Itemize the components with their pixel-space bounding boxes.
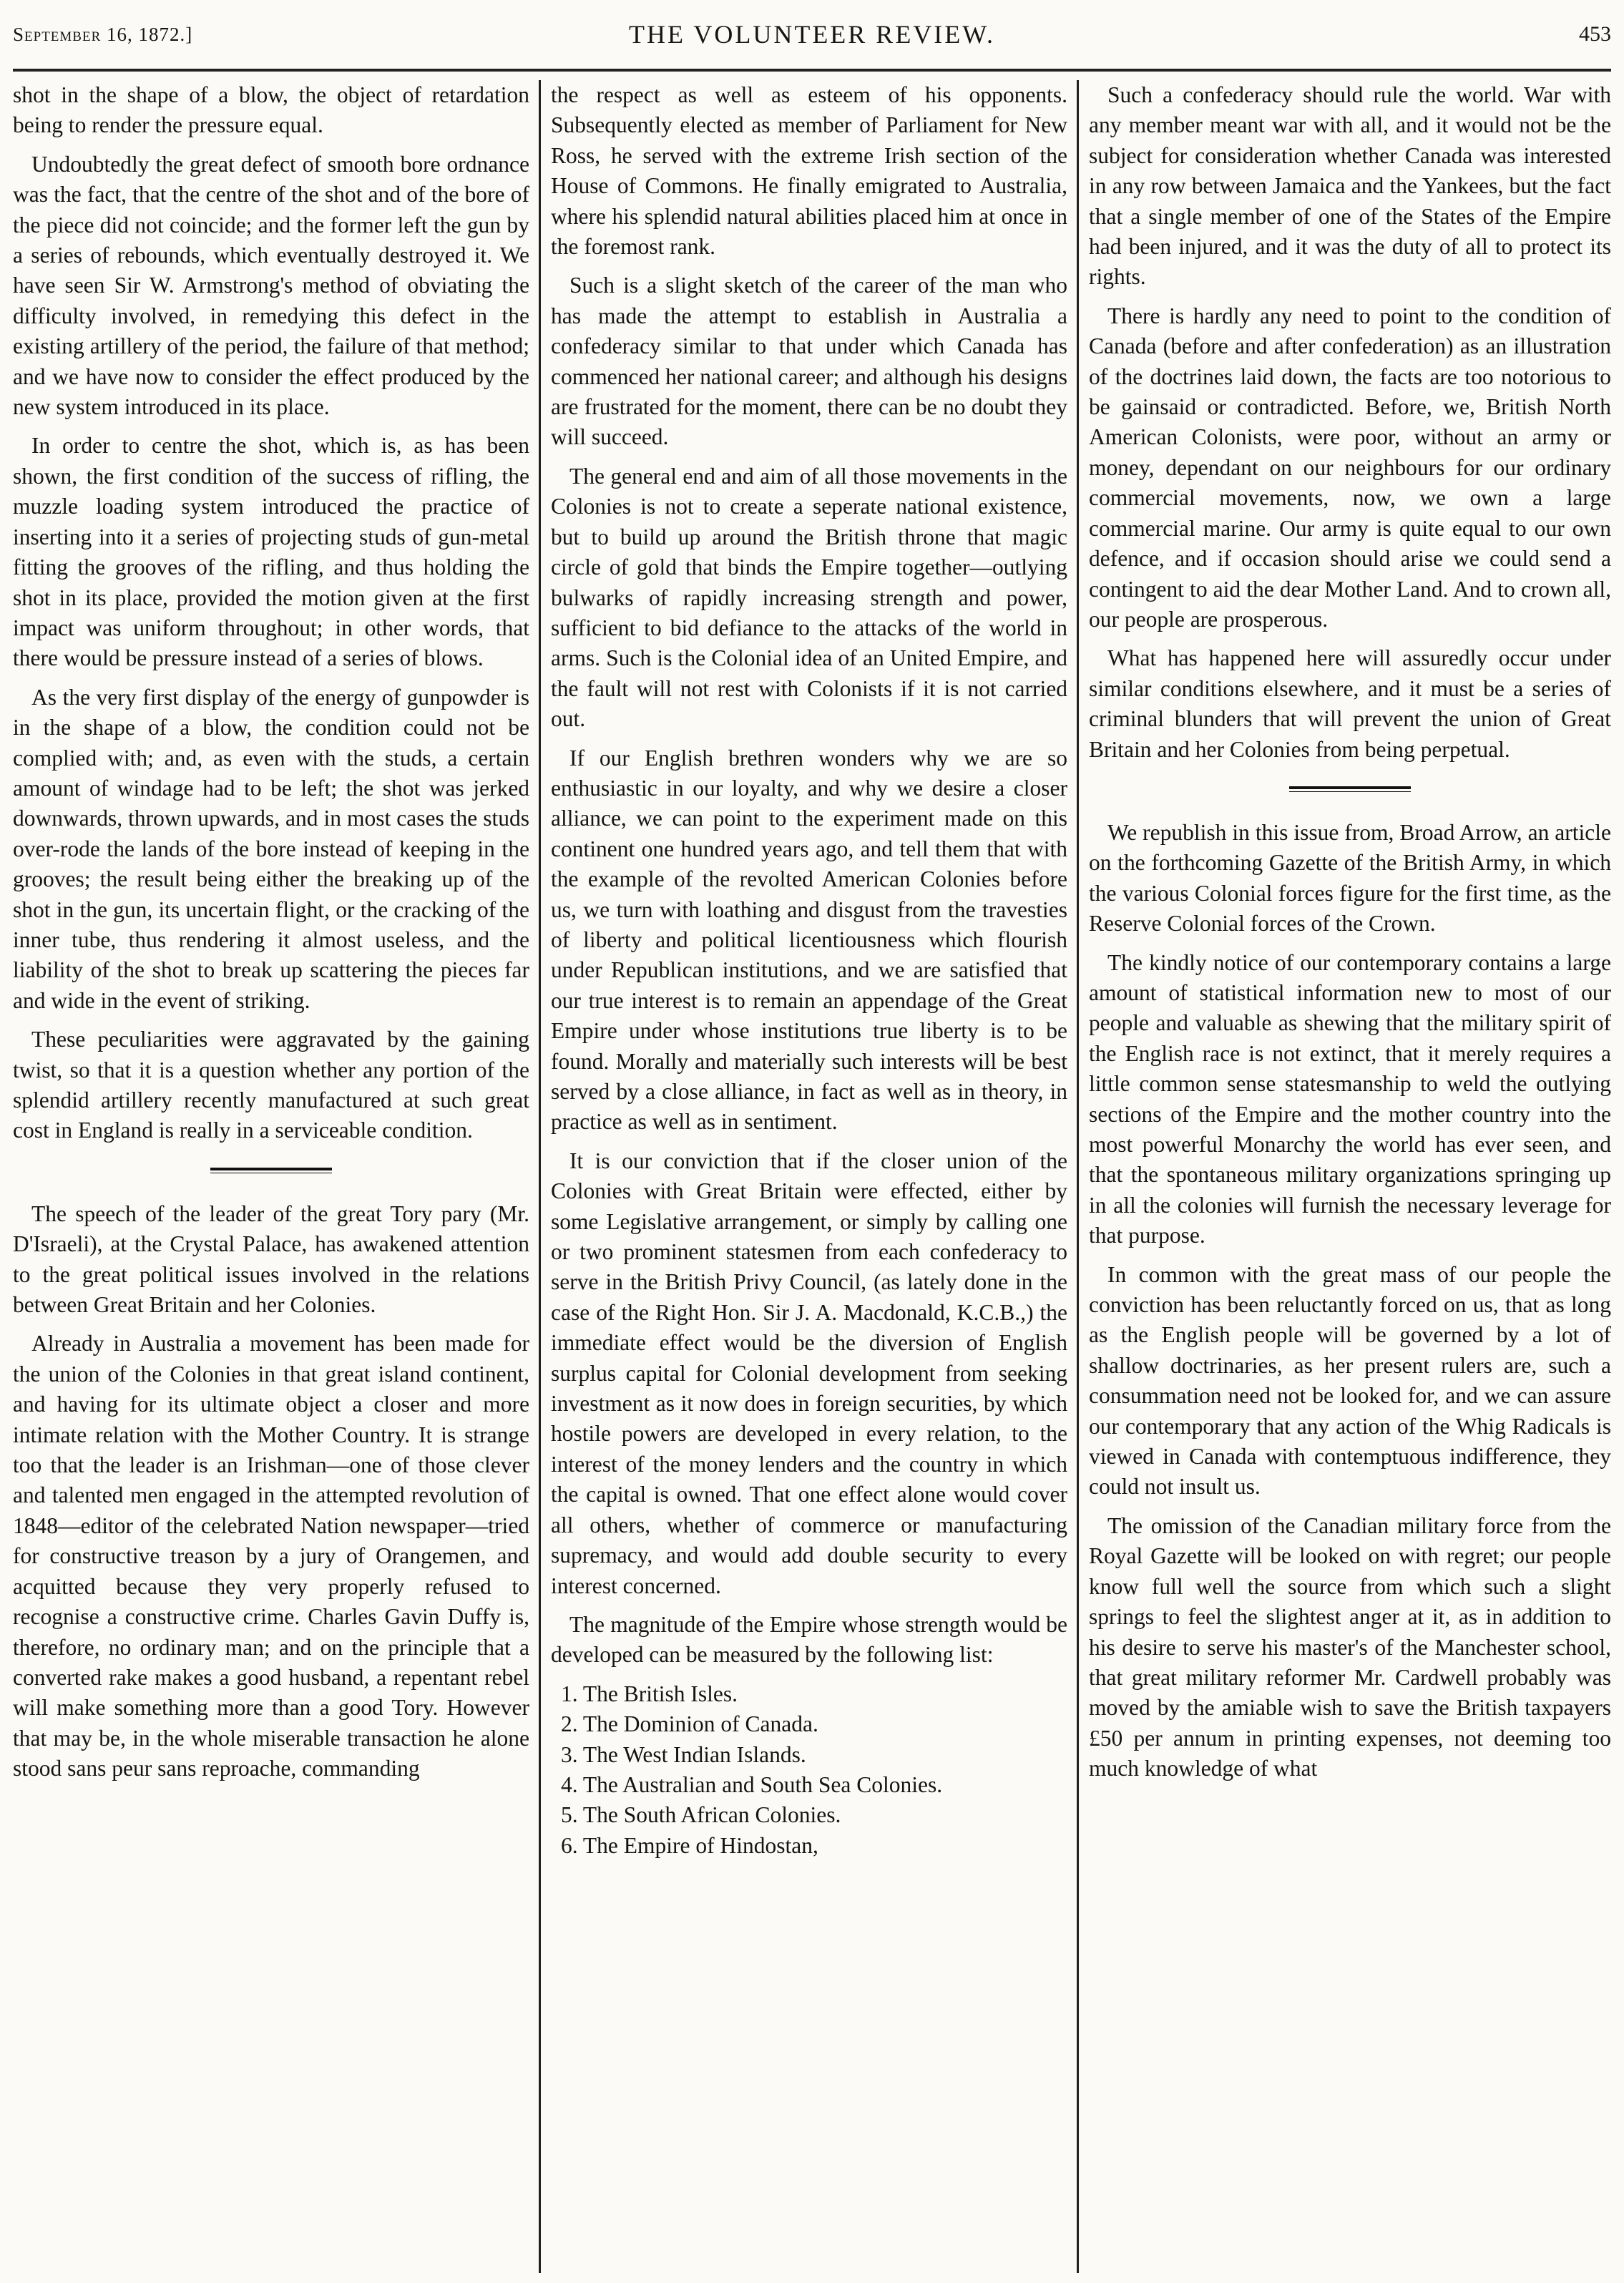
article-paragraph: If our English brethren wonders why we are so enthusiastic in our loyalty, and why we desire a closer alliance, we can point to the experiment made on this continent one hundred years ago, and tell them that with the example of the revolted American Colonies before us, we turn with loathing and disgust from the travesties of liberty and political licentiousness which flourish under Republican institutions, and we are satisfied that our true interest is to remain an appendage of the Great Empire under whose institutions true liberty is to be found. Morally and materially such interests will be best served by a close alliance, in fact as well as in theory, in practice as well as in sentiment. xyxy=(551,745,1067,1135)
article-paragraph: shot in the shape of a blow, the object of retardation being to render the pressure equal. xyxy=(13,82,529,138)
article-paragraph: We republish in this issue from, Broad Arrow, an article on the forthcoming Gazette of the British Army, in which the various Colonial forces figure for the first time, as the Reserve Colonial forces of the Crown. xyxy=(1089,819,1611,937)
article-paragraph: It is our conviction that if the closer union of the Colonies with Great Britain were effected, either by some Legislative arrangement, or simply by calling one or two prominent statesmen from each confederacy to serve in the British Privy Council, (as lately done in the case of the Right Hon. Sir J. A. Macdonald, K.C.B.,) the immediate effect would be the diversion of English surplus capital for Colonial development from seeking investment as it now does in foreign securities, by which hostile powers are developed in every relation, to the interest of the money lenders and the country in which the capital is owned. That one effect alone would cover all others, whether of commerce or manufacturing supremacy, and would add double security to every interest concerned. xyxy=(551,1148,1067,1598)
newspaper-title: THE VOLUNTEER REVIEW. xyxy=(629,20,995,49)
column-divider xyxy=(539,80,541,2273)
article-paragraph: The kindly notice of our contemporary contains a large amount of statistical information new to most of our people and valuable as shewing that the military spirit of the English race is not extinct, that it merely requires a little common sense statesmanship to weld the outlying sections of the Empire and the mother country into the most powerful Monarchy the world has ever seen, and that the spontaneous military organizations springing up in all the colonies will furnish the necessary leverage for that purpose. xyxy=(1089,949,1611,1248)
article-paragraph: Undoubtedly the great defect of smooth bore ordnance was the fact, that the centre of the shot and of the bore of the piece did not coincide; and the former left the gun by a series of rebounds, which eventually destroyed it. We have seen Sir W. Armstrong's method of obviating the difficulty involved, in remedying this defect in the existing artillery of the period, the failure of that method; and we have now to consider the effect produced by the new system introduced in its place. xyxy=(13,151,529,420)
article-paragraph: The general end and aim of all those movements in the Colonies is not to create a seperate national existence, but to build up around the British throne that magic circle of gold that binds the Empire together—outlying bulwarks of rapidly increasing strength and power, sufficient to bid defiance to the attacks of the world in arms. Such is the Colonial idea of an United Empire, and the fault will not rest with Colonists if it is not carried out. xyxy=(551,463,1067,732)
section-separator xyxy=(1289,786,1411,792)
column-2 xyxy=(551,80,1067,2277)
issue-date: September 16, 1872.] xyxy=(13,23,193,45)
list-item: 5. The South African Colonies. xyxy=(561,1802,841,1828)
column-divider xyxy=(1077,80,1079,2273)
article-paragraph: The magnitude of the Empire whose strength would be developed can be measured by the following list: xyxy=(551,1611,1067,1668)
column-3 xyxy=(1089,80,1611,2277)
page-number: 453 xyxy=(1579,22,1611,46)
article-paragraph: What has happened here will assuredly occur under similar conditions elsewhere, and it must be a series of criminal blunders that will prevent the union of Great Britain and her Colonies from being perpetual. xyxy=(1089,645,1611,762)
list-item: 3. The West Indian Islands. xyxy=(561,1741,806,1767)
article-paragraph: These peculiarities were aggravated by the gaining twist, so that it is a question whether any portion of the splendid artillery recently manufactured at such great cost in England is really in a serviceable condition. xyxy=(13,1027,529,1143)
empire-list xyxy=(561,1679,1067,1861)
article-paragraph: There is hardly any need to point to the condition of Canada (before and after confederation) as an illustration of the doctrines laid down, the facts are too notorious to be gainsaid or contradicted. Before, we, British North American Colonists, were poor, without an army or money, dependant on our neighbours for our ordinary commercial movements, now, we own a large commercial marine. Our army is quite equal to our own defence, and if occasion should arise we could send a contingent to aid the dear Mother Land. And to crown all, our people are prosperous. xyxy=(1089,303,1611,632)
page-header xyxy=(13,0,1611,72)
article-paragraph: Such a confederacy should rule the world. War with any member meant war with all, and it would not be the subject for consideration whether Canada was interested in any row between Jamaica and the Yankees, but the fact that a single member of one of the States of the Empire had been injured, and it was the duty of all to protect its rights. xyxy=(1089,82,1611,290)
article-paragraph: Such is a slight sketch of the career of the man who has made the attempt to establish in Australia a confederacy similar to that under which Canada has commenced her national career; and although his designs are frustrated for the moment, there can be no doubt they will succeed. xyxy=(551,273,1067,450)
article-paragraph: In order to centre the shot, which is, as has been shown, the first condition of the success of rifling, the muzzle loading system introduced the practice of inserting into it a series of projecting studs of gun-metal fitting the grooves of the rifling, and thus holding the shot in its place, provided the motion given at the first impact was uniform throughout; in other words, that there would be pressure instead of a series of blows. xyxy=(13,433,529,671)
list-item: 6. The Empire of Hindostan, xyxy=(561,1832,818,1858)
article-paragraph: the respect as well as esteem of his opponents. Subsequently elected as member of Parliament for New Ross, he served with the extreme Irish section of the House of Commons. He finally emigrated to Australia, where his splendid natural abilities placed him at once in the foremost rank. xyxy=(551,82,1067,260)
article-paragraph: Already in Australia a movement has been made for the union of the Colonies in that great island continent, and having for its ultimate object a closer and more intimate relation with the Mother Country. It is strange too that the leader is an Irishman—one of those clever and talented men engaged in the attempted revolution of 1848—editor of the celebrated Nation newspaper—tried for constructive treason by a jury of Orangemen, and acquitted because they very properly refused to recognise a constructive crime. Charles Gavin Duffy is, therefore, no ordinary man; and on the principle that a converted rake makes a good husband, a repentant rebel will make something more than a good Tory. However that may be, in the whole miserable transaction he alone stood sans peur sans reproache, commanding xyxy=(13,1331,529,1781)
list-item: 2. The Dominion of Canada. xyxy=(561,1711,818,1737)
article-paragraph: The speech of the leader of the great Tory pary (Mr. D'Israeli), at the Crystal Palace, has awakened attention to the great political issues involved in the relations between Great Britain and her Colonies. xyxy=(13,1201,529,1318)
article-paragraph: The omission of the Canadian military force from the Royal Gazette will be looked on with regret; our people know full well the source from which such a slight springs to feel the slightest anger at it, as in addition to his desire to serve his master's of the Manchester school, that great military reformer Mr. Cardwell probably was moved by the amiable wish to save the British taxpayers £50 per annum in printing expenses, not deeming too much knowledge of what xyxy=(1089,1512,1611,1781)
section-separator xyxy=(210,1168,332,1173)
article-paragraph: In common with the great mass of our people the conviction has been reluctantly forced on us, that as long as the English people will be governed by a lot of shallow doctrinaries, as her present rulers are, such a consummation need not be looked for, and we can assure our contemporary that any action of the Whig Radicals is viewed in Canada with contemptuous indifference, they could not insult us. xyxy=(1089,1261,1611,1500)
list-item: 1. The British Isles. xyxy=(561,1681,738,1706)
column-1 xyxy=(13,80,529,2277)
article-paragraph: As the very first display of the energy of gunpowder is in the shape of a blow, the condition could not be complied with; and, as even with the studs, a certain amount of windage had to be left; the shot was jerked downwards, thrown upwards, and in most cases the studs over-rode the lands of the bore instead of keeping in the grooves; the result being either the breaking up of the shot in the gun, its uncertain flight, or the cracking of the inner tube, thus rendering it almost useless, and the liability of the shot to break up scattering the pieces far and wide in the event of striking. xyxy=(13,684,529,1013)
list-item: 4. The Australian and South Sea Colonies. xyxy=(561,1771,943,1797)
